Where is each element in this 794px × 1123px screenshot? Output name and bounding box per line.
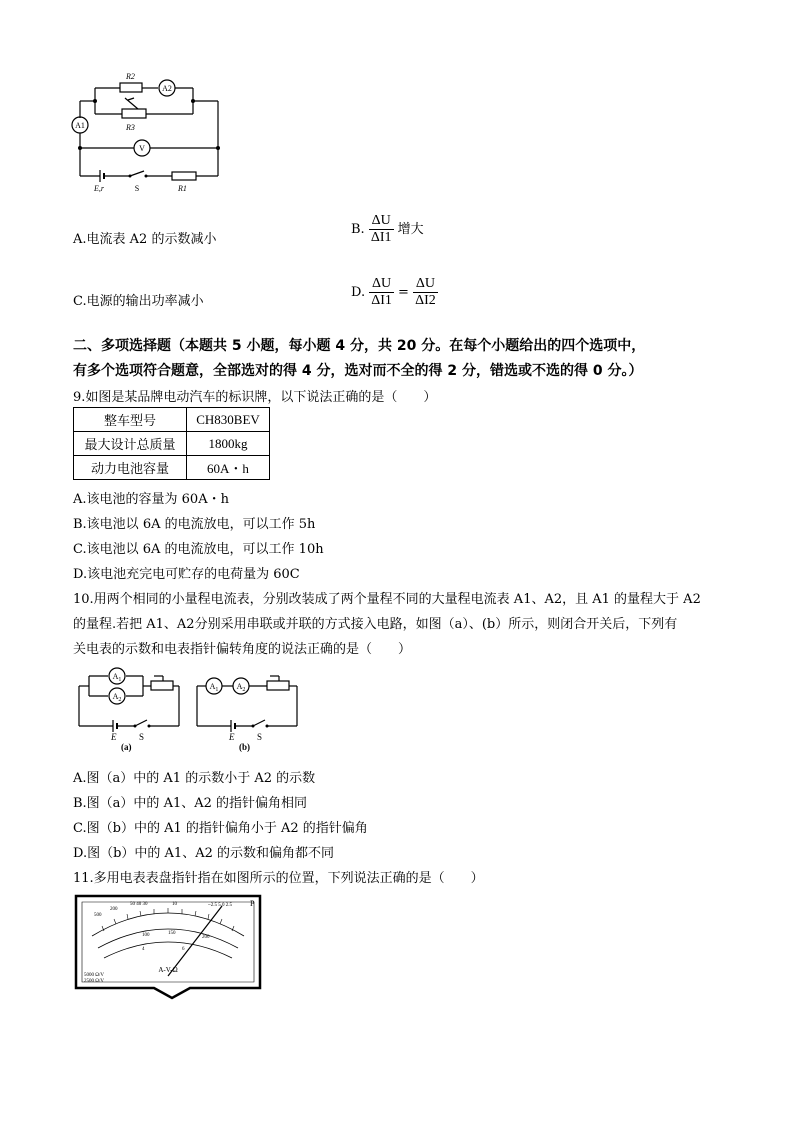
meter-small-1: 5000 Ω/V bbox=[84, 973, 104, 978]
fraction-du-di2: $\frac{\Delta U}{\Delta I2}$ bbox=[415, 276, 436, 308]
q9-stem: 9.如图是某品牌电动汽车的标识牌，以下说法正确的是（ ） bbox=[73, 390, 437, 405]
label-e-a: E bbox=[111, 732, 117, 742]
q8-option-a: A.电流表 A2 的示数减小 bbox=[73, 232, 217, 247]
svg-text:200: 200 bbox=[202, 935, 210, 940]
label-v: V bbox=[139, 144, 145, 153]
label-a2: A2 bbox=[162, 84, 172, 93]
q8-circuit-diagram bbox=[70, 68, 230, 198]
label-s-b: S bbox=[257, 732, 263, 742]
label-er: E,r bbox=[94, 184, 104, 193]
svg-text:P: P bbox=[250, 899, 255, 908]
q10-stem-line2: 的量程.若把 A1、A2分别采用串联或并联的方式接入电路，如图（a）、(b）所示，则闭合开关后，下列有 bbox=[73, 617, 678, 632]
label-s-a: S bbox=[139, 732, 145, 742]
q11-stem: 11.多用电表表盘指针指在如图所示的位置，下列说法正确的是（ ） bbox=[73, 871, 484, 886]
meter-small-2: 2500 Ω/V bbox=[84, 979, 104, 984]
fig-label-b: (b) bbox=[239, 742, 250, 752]
svg-text:A2: $A_2$ bbox=[112, 692, 122, 703]
svg-text:A2: $A_2$ bbox=[236, 682, 246, 693]
label-r2: R2 bbox=[126, 72, 135, 81]
svg-text:100: 100 bbox=[142, 933, 150, 938]
svg-text:~2.5 5.0 2.5: ~2.5 5.0 2.5 bbox=[208, 903, 232, 908]
q9-option-c: C.该电池以 6A 的电流放电，可以工作 10h bbox=[73, 542, 324, 557]
svg-text:4: 4 bbox=[142, 947, 145, 952]
q10-stem-line1: 10.用两个相同的小量程电流表，分别改装成了两个量程不同的大量程电流表 A1、A2，且 A1 的量程大于 A2 bbox=[73, 592, 701, 607]
q8-option-d: D. $\frac{\Delta U}{\Delta I1}$ = $\frac{\Delta U}{\Delta I2}$ bbox=[351, 276, 436, 308]
q10-option-d: D.图（b）中的 A1、A2 的示数和偏角都不同 bbox=[73, 846, 334, 861]
svg-text:A1: $A_1$ bbox=[112, 672, 122, 683]
label-r3: R3 bbox=[126, 123, 135, 132]
meter-label: A-V-Ω bbox=[158, 966, 178, 974]
section-heading-line1: 二、多项选择题（本题共 5 小题，每小题 4 分，共 20 分。在每个小题给出的四个选项中， bbox=[73, 338, 646, 354]
svg-text:A1: $A_1$ bbox=[209, 682, 219, 693]
svg-text:500: 500 bbox=[94, 913, 102, 918]
svg-text:200: 200 bbox=[110, 907, 118, 912]
svg-text:6: 6 bbox=[182, 947, 185, 952]
multimeter-dial bbox=[72, 892, 264, 1002]
q9-option-a: A.该电池的容量为 60A・h bbox=[73, 492, 229, 507]
fig-label-a: (a) bbox=[121, 742, 132, 752]
q8-option-b: B. $\frac{\Delta U}{\Delta I1}$ 增大 bbox=[351, 213, 424, 245]
q8-option-c: C.电源的输出功率减小 bbox=[73, 294, 204, 309]
label-a1: A1 bbox=[75, 121, 85, 130]
q10-option-b: B.图（a）中的 A1、A2 的指针偏角相同 bbox=[73, 796, 308, 811]
q9-option-b: B.该电池以 6A 的电流放电，可以工作 5h bbox=[73, 517, 316, 532]
label-s: S bbox=[134, 184, 140, 193]
svg-text:150: 150 bbox=[168, 931, 176, 936]
q10-option-a: A.图（a）中的 A1 的示数小于 A2 的示数 bbox=[73, 771, 316, 786]
fraction-du-di1: $\frac{\Delta U}{\Delta I1}$ bbox=[371, 276, 392, 308]
label-r1: R1 bbox=[178, 184, 187, 193]
q9-option-d: D.该电池充完电可贮存的电荷量为 60C bbox=[73, 567, 300, 582]
q10-stem-line3: 关电表的示数和电表指针偏转角度的说法正确的是（ ） bbox=[73, 642, 412, 657]
section-heading-line2: 有多个选项符合题意，全部选对的得 4 分，选对而不全的得 2 分，错选或不选的得 0 分。） bbox=[73, 363, 643, 379]
label-e-b: E bbox=[229, 732, 235, 742]
table-row: 最大设计总质量 1800kg bbox=[74, 432, 270, 456]
table-row: 整车型号 CH830BEV bbox=[74, 408, 270, 432]
fraction-du-di1: $\frac{\Delta U}{\Delta I1}$ bbox=[370, 213, 392, 245]
table-row: 动力电池容量 60A・h bbox=[74, 456, 270, 480]
svg-text:10: 10 bbox=[172, 902, 177, 907]
q10-circuit-diagrams bbox=[75, 662, 310, 754]
q9-spec-table bbox=[73, 407, 270, 480]
svg-text:50 40 30: 50 40 30 bbox=[130, 902, 148, 907]
q10-option-c: C.图（b）中的 A1 的指针偏角小于 A2 的指针偏角 bbox=[73, 821, 368, 836]
